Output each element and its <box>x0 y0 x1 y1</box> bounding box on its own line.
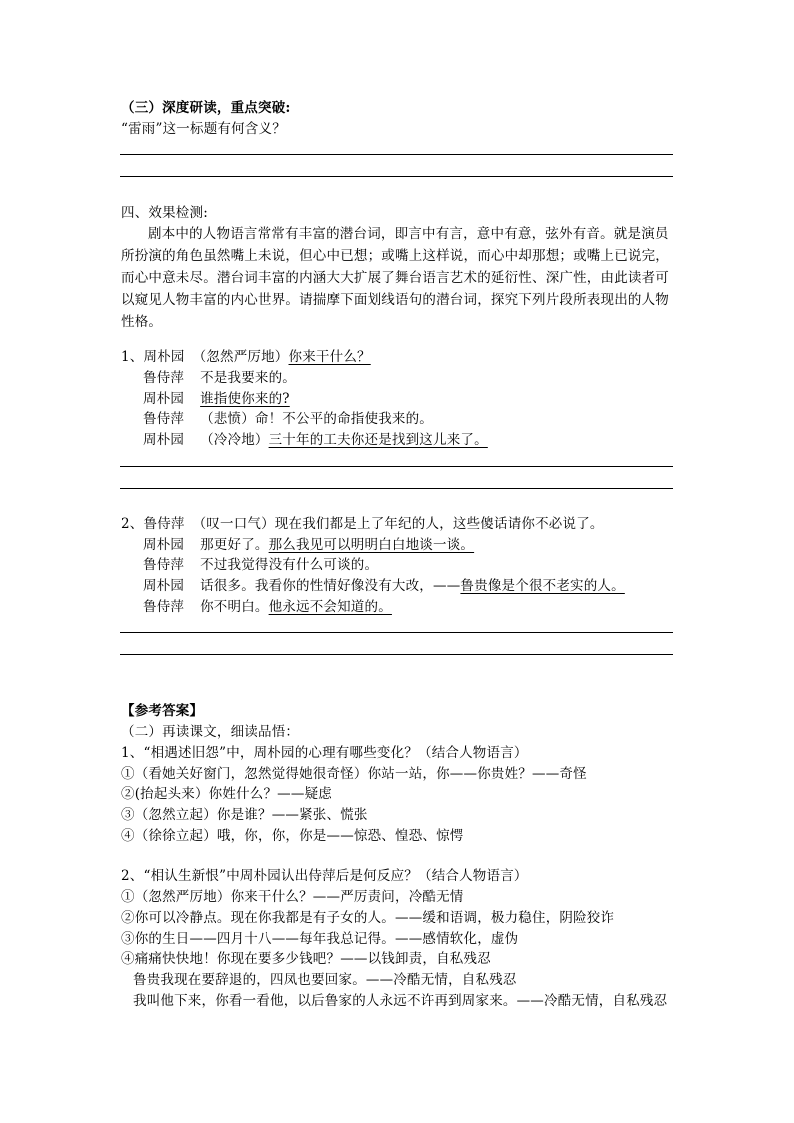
answer-line: 1、“相遇述旧怨”中，周朴园的心理有哪些变化？（结合人物语言） <box>121 745 528 761</box>
answer-line: ④痛痛快快地！你现在要多少钱吧？——以钱卸责，自私残忍 <box>121 951 491 967</box>
q1-line-5 <box>143 430 488 450</box>
answer-line: ②(抬起头来）你姓什么？——疑虑 <box>121 786 332 802</box>
q1-line-4 <box>143 409 433 429</box>
q2-line-5 <box>143 597 392 617</box>
underlined-line: 他永远不会知道的。 <box>268 599 392 615</box>
q1-line-2 <box>143 368 296 388</box>
answer-line <box>120 154 673 155</box>
answer-line: 2、“相认生新恨”中周朴园认出侍萍后是何反应？（结合人物语言） <box>121 868 528 884</box>
dialogue: （叹一口气）现在我们都是上了年纪的人，这些傻话请你不必说了。 <box>192 516 604 532</box>
answer-line <box>120 632 673 633</box>
answer-line: 鲁贵我现在要辞退的，四凤也要回家。——冷酷无情，自私残忍 <box>133 972 517 988</box>
answer-line <box>120 488 673 489</box>
underlined-line: 你来干什么？ <box>288 349 371 365</box>
speaker: 周朴园 <box>143 391 185 407</box>
dialogue: 不过我觉得没有什么可谈的。 <box>200 557 379 573</box>
speaker: 周朴园 <box>143 537 185 553</box>
q1-number: 1、 <box>121 349 144 365</box>
answer-line: ①（看她关好窗门，忽然觉得她很奇怪）你站一站，你——你贵姓？——奇怪 <box>121 766 587 782</box>
section3-heading: （三）深度研读，重点突破: <box>121 100 291 116</box>
underlined-line: 鲁贵像是个很不老实的人。 <box>460 578 625 594</box>
underlined-line: 三十年的工夫你还是找到这儿来了。 <box>268 432 488 448</box>
speaker: 鲁侍萍 <box>143 599 185 615</box>
answer-line: ③你的生日——四月十八——每年我总记得。——感情软化，虚伪 <box>121 931 519 947</box>
dialogue: （悲愤）命！不公平的命指使我来的。 <box>200 411 434 427</box>
q1-line-3 <box>143 389 290 409</box>
q1-line-1 <box>121 347 371 367</box>
answer-line <box>120 176 673 177</box>
dialogue: 你不明白。 <box>200 599 269 615</box>
underlined-line: 谁指使你来的? <box>200 391 290 407</box>
answer-line <box>120 654 673 655</box>
dialogue: 那更好了。 <box>200 537 269 553</box>
q2-line-3 <box>143 555 378 575</box>
q2-line-4 <box>143 576 625 596</box>
section3-question: “雷雨”这一标题有何含义？ <box>121 121 286 137</box>
speaker: 周朴园 <box>143 349 185 365</box>
speaker: 鲁侍萍 <box>143 411 185 427</box>
speaker: 鲁侍萍 <box>143 370 185 386</box>
answer-line: ③（忽然立起）你是谁？——紧张、慌张 <box>121 807 368 823</box>
speaker: 周朴园 <box>143 432 185 448</box>
dialogue: 不是我要来的。 <box>200 370 297 386</box>
section4-heading: 四、效果检测: <box>121 205 208 221</box>
answer-line: ①（忽然严厉地）你来干什么？——严厉责问，冷酷无情 <box>121 889 464 905</box>
answer-line: ②你可以冷静点。现在你我都是有子女的人。——缓和语调，极力稳住，阴险狡诈 <box>121 910 615 926</box>
section4-paragraph: 剧本中的人物语言常常有丰富的潜台词，即言中有言，意中有意，弦外有音。就是演员所扮演的角色虽然嘴上未说，但心中已想；或嘴上这样说，而心中却那想；或嘴上已说完，而心中意未尽。潜台词丰富的内涵大大扩展了舞台语言艺术的延衍性、深广性，由此读者可以窥见人物丰富的内心世界。请揣摩下面划线语句的潜台词，探究下列片段所表现出的人物性格。 <box>121 226 669 330</box>
answer-line <box>120 466 673 467</box>
speaker: 鲁侍萍 <box>143 557 185 573</box>
stage-direction: （冷冷地） <box>200 432 269 448</box>
q2-line-2 <box>143 535 474 555</box>
stage-direction: （忽然严厉地） <box>192 349 289 365</box>
speaker: 周朴园 <box>143 578 185 594</box>
q2-number: 2、 <box>121 516 144 532</box>
q2-line-1 <box>121 514 604 534</box>
answer-line: ④（徐徐立起）哦，你，你，你是——惊恐、惶恐、惊愕 <box>121 828 464 844</box>
dialogue: 话很多。我看你的性情好像没有大改，—— <box>200 578 461 594</box>
answer-line: 我叫他下来，你看一看他，以后鲁家的人永远不许再到周家来。——冷酷无情，自私残忍 <box>133 993 668 1009</box>
underlined-line: 那么我见可以明明白白地谈一谈。 <box>268 537 475 553</box>
answers-subheading: （二）再读课文，细读品悟： <box>121 724 300 740</box>
answers-heading: 【参考答案】 <box>121 703 204 719</box>
speaker: 鲁侍萍 <box>143 516 185 532</box>
